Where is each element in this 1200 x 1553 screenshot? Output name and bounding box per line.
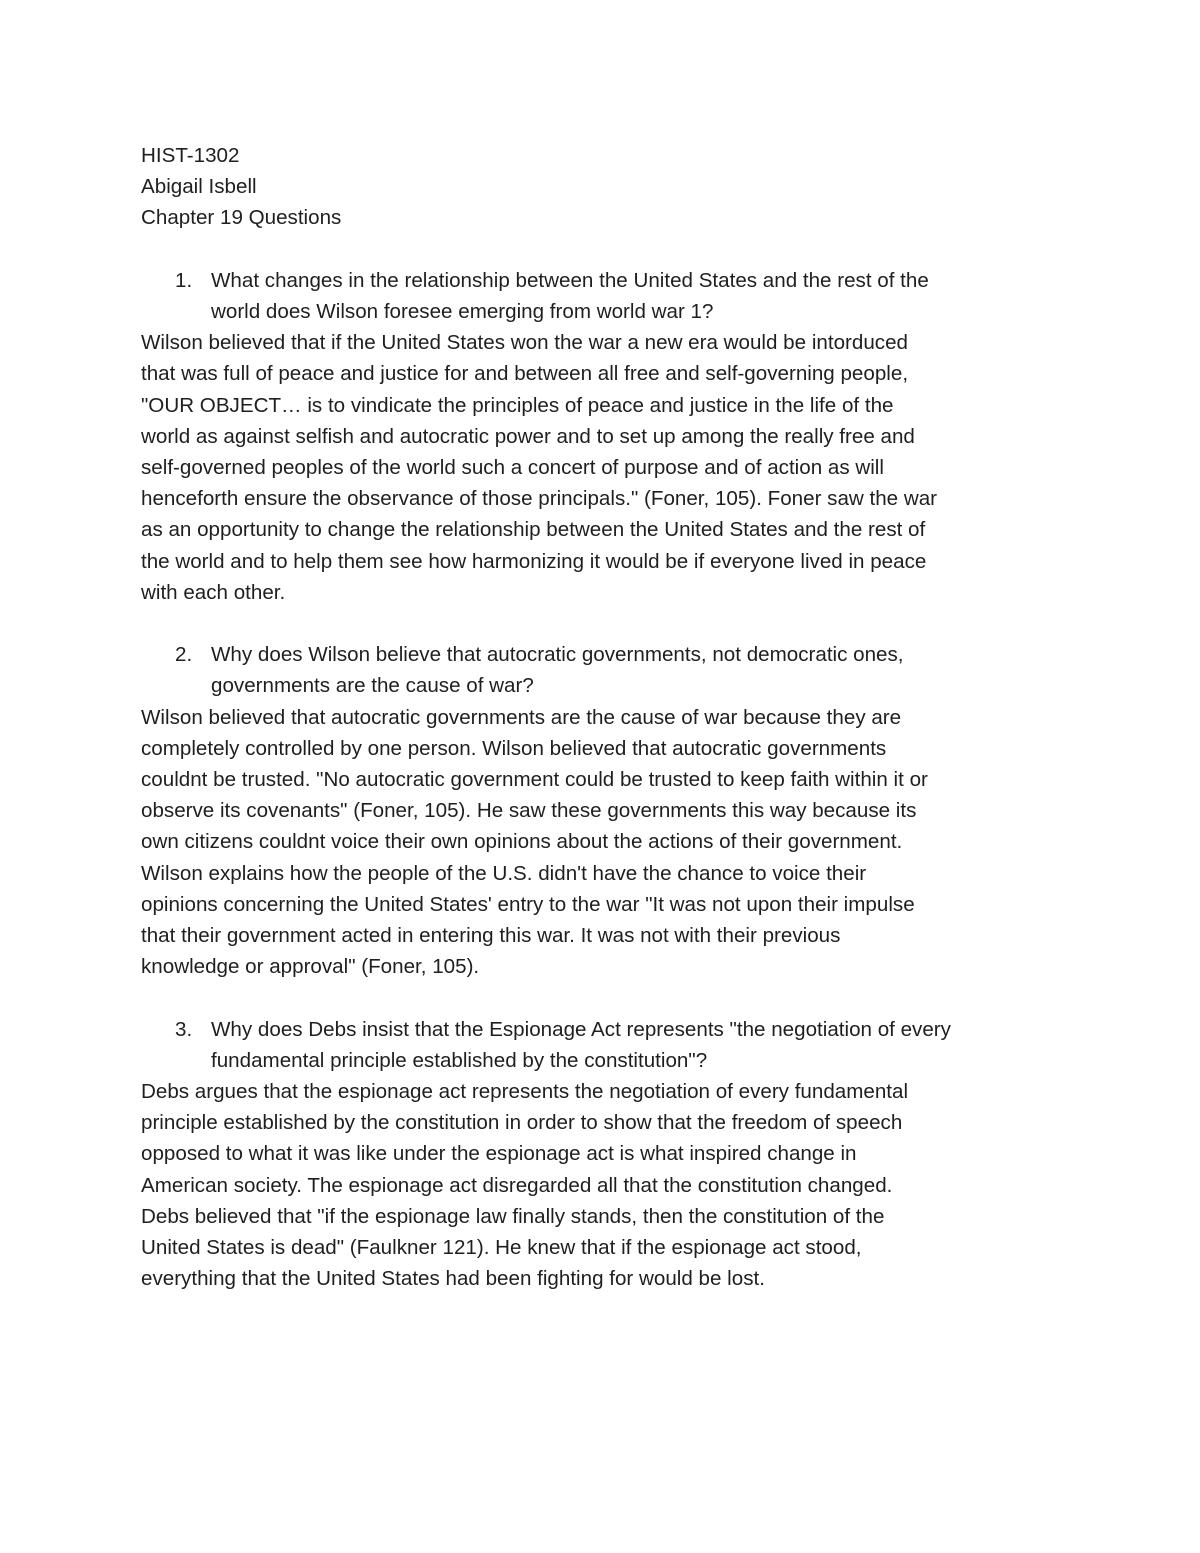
document-body [141, 140, 1076, 1294]
question-line: What changes in the relationship between the United States and the rest of the [211, 268, 929, 292]
question-line: Why does Debs insist that the Espionage Act represents "the negotiation of every [211, 1017, 951, 1041]
spacer [141, 608, 1076, 639]
answer-line: the world and to help them see how harmonizing it would be if everyone lived in peace [141, 549, 927, 573]
answer-line: self-governed peoples of the world such a concert of purpose and of action as will [141, 456, 884, 480]
answer-line: that was full of peace and justice for and between all free and self-governing people, [141, 362, 909, 386]
question-line: fundamental principle established by the constitution"? [211, 1048, 708, 1072]
answer-line: everything that the United States had been fighting for would be lost. [141, 1267, 765, 1291]
answer-line: American society. The espionage act disregarded all that the constitution changed. [141, 1173, 893, 1197]
answer-line: knowledge or approval" (Foner, 105). [141, 955, 480, 979]
answer-line: as an opportunity to change the relationship between the United States and the rest of [141, 518, 926, 542]
question-3 [141, 1014, 1076, 1076]
question-number: 1. [175, 268, 193, 292]
answer-line: principle established by the constitution in order to show that the freedom of speech [141, 1111, 903, 1135]
question-1 [141, 265, 1076, 327]
question-line: governments are the cause of war? [211, 674, 534, 698]
answer-line: opposed to what it was like under the espionage act is what inspired change in [141, 1142, 857, 1166]
course-code: HIST-1302 [141, 144, 240, 167]
answer-line: Debs believed that "if the espionage law finally stands, then the constitution of the [141, 1204, 885, 1228]
answer-line: "OUR OBJECT… is to vindicate the principles of peace and justice in the life of the [141, 393, 894, 417]
answer-3 [141, 1076, 1076, 1294]
answer-line: opinions concerning the United States' entry to the war "It was not upon their impulse [141, 892, 915, 916]
author-name: Abigail Isbell [141, 175, 257, 199]
answer-line: observe its covenants" (Foner, 105). He saw these governments this way because its [141, 799, 917, 823]
answer-2 [141, 702, 1076, 983]
answer-line: world as against selfish and autocratic power and to set up among the really free and [141, 424, 915, 448]
answer-line: henceforth ensure the observance of those principals." (Foner, 105). Foner saw the war [141, 487, 938, 511]
answer-line: Wilson explains how the people of the U.S. didn't have the chance to voice their [141, 861, 867, 885]
question-line: Why does Wilson believe that autocratic governments, not democratic ones, [211, 643, 904, 667]
question-2 [141, 639, 1076, 701]
question-line: world does Wilson foresee emerging from world war 1? [211, 300, 714, 323]
answer-line: completely controlled by one person. Wilson believed that autocratic governments [141, 736, 887, 760]
answer-1 [141, 327, 1076, 608]
answer-line: United States is dead" (Faulkner 121). He knew that if the espionage act stood, [141, 1236, 862, 1260]
spacer [141, 234, 1076, 265]
answer-line: couldnt be trusted. "No autocratic government could be trusted to keep faith within it or [141, 768, 928, 792]
answer-line: Debs argues that the espionage act represents the negotiation of every fundamental [141, 1080, 909, 1104]
question-number: 2. [175, 643, 193, 667]
answer-line: that their government acted in entering this war. It was not with their previous [141, 924, 841, 948]
answer-line: own citizens couldnt voice their own opinions about the actions of their government. [141, 830, 903, 854]
document-title: Chapter 19 Questions [141, 206, 342, 230]
spacer [141, 982, 1076, 1013]
answer-line: Wilson believed that if the United States won the war a new era would be intorduced [141, 331, 908, 355]
answer-line: Wilson believed that autocratic governments are the cause of war because they are [141, 705, 902, 729]
answer-line: with each other. [141, 580, 286, 604]
question-number: 3. [175, 1017, 193, 1041]
